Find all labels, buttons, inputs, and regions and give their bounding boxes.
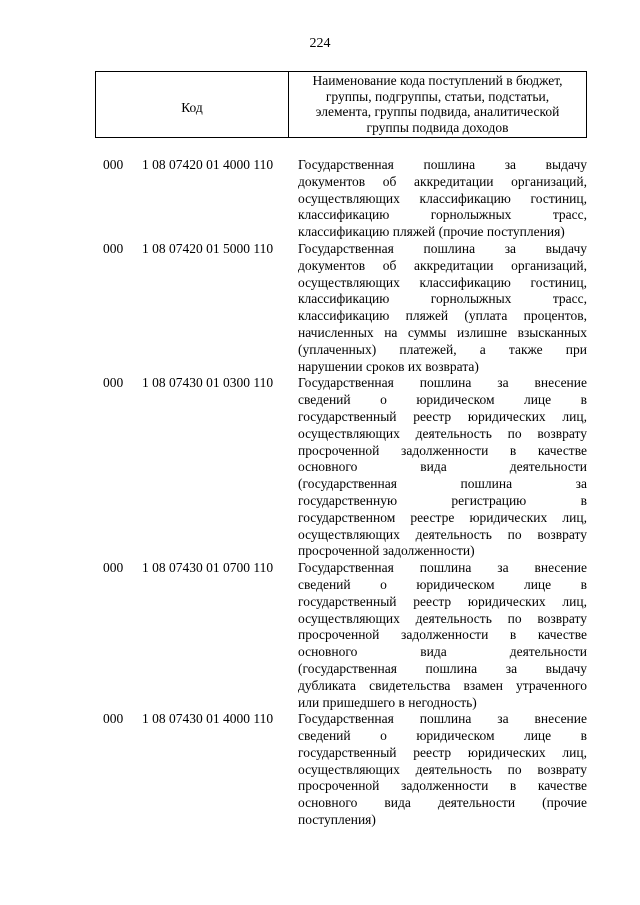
description-line: классификацию горнолыжных трасс, [298,207,587,223]
revenue-code: 1 08 07430 01 4000 110 [142,711,274,727]
header-name-line: группы подвида доходов [366,119,509,135]
table-body [0,157,640,829]
description-line: государственном реестре юридических лиц, [298,509,587,525]
description-line: сведений о юридическом лице в [298,576,587,592]
description-line: осуществляющих классификацию гостиниц, [298,190,587,206]
description-line: нарушении сроков их возврата) [298,358,479,374]
description-line: поступления) [298,812,376,828]
revenue-description [298,375,587,560]
description-line: классификацию пляжей (уплата процентов, [298,308,587,324]
description-line: сведений о юридическом лице в [298,728,587,744]
admin-code: 000 [103,240,124,256]
revenue-code: 1 08 07430 01 0700 110 [142,560,274,576]
description-line: государственный реестр юридических лиц, [298,744,587,760]
revenue-code: 1 08 07430 01 0300 110 [142,375,274,391]
description-line: классификацию пляжей (прочие поступления) [298,224,565,240]
header-name-line: элемента, группы подвида, аналитической [315,104,560,120]
description-line: (государственная пошлина за [298,476,587,492]
description-line: основного вида деятельности (прочие [298,795,587,811]
description-line: просроченной задолженности в качестве [298,778,587,794]
table-row [0,157,640,241]
revenue-description [298,241,587,375]
table-row [0,241,640,375]
admin-code: 000 [103,157,124,172]
admin-code: 000 [103,711,124,727]
description-line: Государственная пошлина за внесение [298,711,587,727]
description-line: Государственная пошлина за выдачу [298,240,587,256]
description-line: Государственная пошлина за внесение [298,375,587,391]
header-name-line: группы, подгруппы, статьи, подстатьи, [325,88,550,104]
table-row [0,711,640,829]
description-line: Государственная пошлина за выдачу [298,157,587,172]
table-row [0,375,640,560]
revenue-description [298,560,587,711]
description-line: дубликата свидетельства взамен утраченного [298,677,587,693]
revenue-description [298,157,587,241]
description-line: классификацию горнолыжных трасс, [298,291,587,307]
description-line: сведений о юридическом лице в [298,392,587,408]
description-line: документов об аккредитации организаций, [298,173,587,189]
description-line: просроченной задолженности) [298,543,475,559]
description-line: осуществляющих деятельность по возврату [298,425,587,441]
description-line: или пришедшего в негодность) [298,694,477,710]
admin-code: 000 [103,560,124,576]
table-header [95,71,587,138]
header-name-line: Наименование кода поступлений в бюджет, [312,73,563,88]
description-line: осуществляющих деятельность по возврату [298,526,587,542]
description-line: просроченной задолженности в качестве [298,442,587,458]
page-number: 224 [309,36,331,51]
description-line: просроченной задолженности в качестве [298,627,587,643]
revenue-code: 1 08 07420 01 4000 110 [142,157,274,172]
admin-code: 000 [103,375,124,391]
description-line: государственную регистрацию в [298,492,587,508]
header-name-label [289,72,586,137]
description-line: основного вида деятельности [298,459,587,475]
description-line: осуществляющих деятельность по возврату [298,610,587,626]
description-line: осуществляющих деятельность по возврату [298,761,587,777]
description-line: государственный реестр юридических лиц, [298,408,587,424]
description-line: основного вида деятельности [298,644,587,660]
description-line: Государственная пошлина за внесение [298,560,587,576]
revenue-description [298,711,587,829]
header-code-label: Код [96,72,289,137]
description-line: осуществляющих классификацию гостиниц, [298,274,587,290]
description-line: начисленных на суммы излишне взысканных [298,324,587,340]
revenue-code: 1 08 07420 01 5000 110 [142,240,274,256]
description-line: документов об аккредитации организаций, [298,257,587,273]
table-row [0,560,640,711]
description-line: (уплаченных) платежей, а также при [298,341,587,357]
description-line: (государственная пошлина за выдачу [298,660,587,676]
description-line: государственный реестр юридических лиц, [298,593,587,609]
